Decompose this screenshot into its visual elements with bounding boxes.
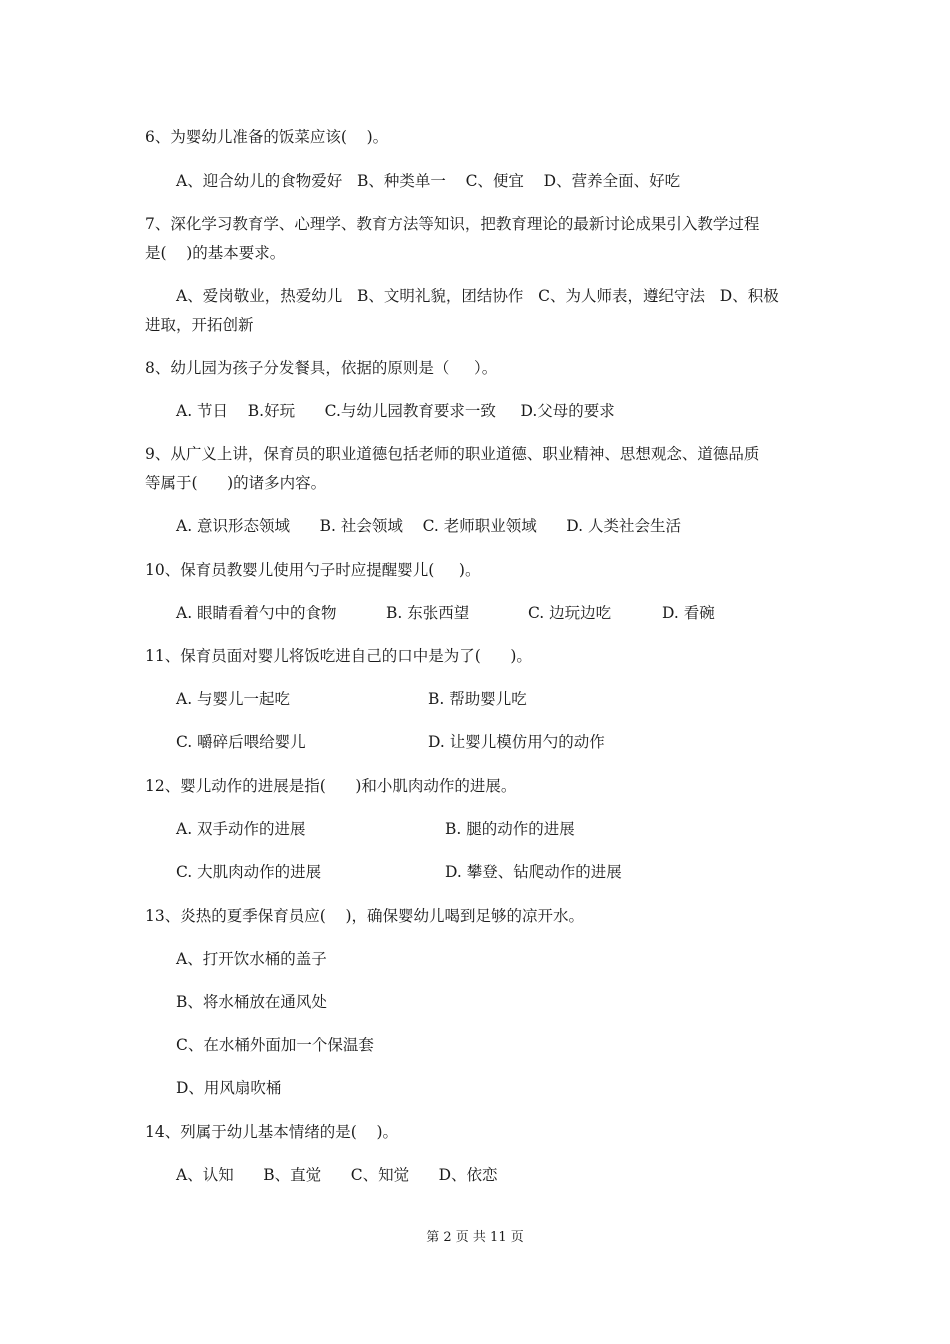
question-6-options: A、迎合幼儿的食物爱好 B、种类单一 C、便宜 D、营养全面、好吃 [176, 172, 681, 190]
question-8-options: A. 节日 B.好玩 C.与幼儿园教育要求一致 D.父母的要求 [176, 402, 615, 420]
question-9-stem-cont: 等属于( )的诸多内容。 [145, 474, 327, 492]
question-12-option-b: B. 腿的动作的进展 [445, 820, 575, 838]
question-11-option-c: C. 嚼碎后喂给婴儿 [176, 733, 306, 751]
question-13-option-a: A、打开饮水桶的盖子 [176, 950, 327, 968]
page-number-footer: 第 2 页 共 11 页 [426, 1230, 524, 1245]
question-9-stem: 9、从广义上讲，保育员的职业道德包括老师的职业道德、职业精神、思想观念、道德品质 [145, 445, 760, 463]
question-12-option-d: D. 攀登、钻爬动作的进展 [445, 863, 622, 881]
question-10-option-d: D. 看碗 [662, 604, 715, 622]
question-10-option-c: C. 边玩边吃 [528, 604, 612, 622]
question-11-option-b: B. 帮助婴儿吃 [428, 690, 527, 708]
question-7-stem: 7、深化学习教育学、心理学、教育方法等知识，把教育理论的最新讨论成果引入教学过程 [145, 215, 760, 233]
question-14-stem: 14、列属于幼儿基本情绪的是( )。 [145, 1123, 399, 1141]
question-13-option-d: D、用风扇吹桶 [176, 1079, 282, 1097]
question-7-options-cont: 进取，开拓创新 [145, 316, 254, 334]
question-7-options: A、爱岗敬业，热爱幼儿 B、文明礼貌，团结协作 C、为人师表，遵纪守法 D、积极 [176, 287, 779, 305]
question-13-option-b: B、将水桶放在通风处 [176, 993, 327, 1011]
question-13-option-c: C、在水桶外面加一个保温套 [176, 1036, 374, 1054]
question-10-option-b: B. 东张西望 [386, 604, 470, 622]
question-8-stem: 8、幼儿园为孩子分发餐具，依据的原则是（ ）。 [145, 359, 498, 377]
question-11-option-d: D. 让婴儿模仿用勺的动作 [428, 733, 605, 751]
question-12-option-c: C. 大肌肉动作的进展 [176, 863, 322, 881]
question-11-stem: 11、保育员面对婴儿将饭吃进自己的口中是为了( )。 [145, 647, 532, 665]
question-11-option-a: A. 与婴儿一起吃 [176, 690, 291, 708]
question-12-stem: 12、婴儿动作的进展是指( )和小肌肉动作的进展。 [145, 777, 517, 795]
question-7-stem-cont: 是( )的基本要求。 [145, 244, 286, 262]
question-13-stem: 13、炎热的夏季保育员应( )，确保婴幼儿喝到足够的凉开水。 [145, 907, 585, 925]
question-10-stem: 10、保育员教婴儿使用勺子时应提醒婴儿( )。 [145, 561, 481, 579]
question-12-option-a: A. 双手动作的进展 [176, 820, 306, 838]
question-14-options: A、认知 B、直觉 C、知觉 D、依恋 [176, 1166, 498, 1184]
question-10-option-a: A. 眼睛看着勺中的食物 [176, 604, 337, 622]
question-6-stem: 6、为婴幼儿准备的饭菜应该( )。 [145, 128, 389, 146]
question-9-options: A. 意识形态领域 B. 社会领域 C. 老师职业领域 D. 人类社会生活 [176, 517, 682, 535]
